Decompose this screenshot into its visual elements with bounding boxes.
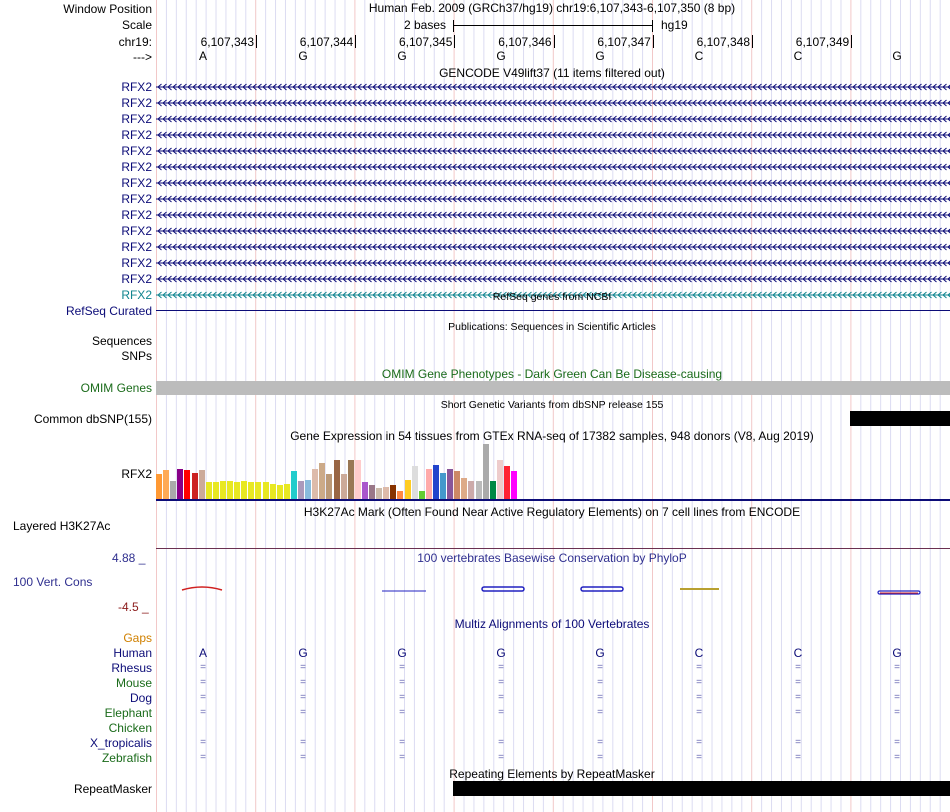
multiz-match-symbol: =: [498, 692, 504, 703]
multiz-match-symbol: =: [795, 707, 801, 718]
gtex-tissue-bar[interactable]: [497, 460, 503, 499]
gtex-tissue-bar[interactable]: [156, 474, 162, 499]
gtex-baseline: [156, 499, 950, 501]
gtex-tissue-bar[interactable]: [440, 473, 446, 499]
gencode-gene-feature[interactable]: [156, 131, 950, 139]
multiz-species-label[interactable]: Chicken: [108, 721, 152, 735]
gencode-gene-label[interactable]: RFX2: [121, 240, 152, 254]
gencode-gene-label[interactable]: RFX2: [121, 192, 152, 206]
gencode-gene-label[interactable]: RFX2: [121, 144, 152, 158]
multiz-match-symbol: =: [795, 737, 801, 748]
gtex-tissue-bar[interactable]: [270, 484, 276, 499]
scale-bar: [453, 25, 652, 26]
phylop-min-label: -4.5 _: [118, 600, 149, 614]
multiz-match-symbol: =: [300, 737, 306, 748]
gencode-gene-label[interactable]: RFX2: [121, 128, 152, 142]
gtex-tissue-bar[interactable]: [326, 474, 332, 499]
scale-label: Scale: [121, 18, 152, 32]
gtex-tissue-bar[interactable]: [447, 469, 453, 499]
publications-sequences-label[interactable]: Sequences: [91, 334, 152, 348]
gtex-tissue-bar[interactable]: [234, 482, 240, 499]
gtex-tissue-bar[interactable]: [248, 482, 254, 499]
gencode-gene-feature[interactable]: [156, 83, 950, 91]
phylop-label[interactable]: 100 Vert. Cons: [13, 575, 93, 589]
ruler-tick: [256, 35, 257, 48]
gencode-gene-label[interactable]: RFX2: [121, 288, 152, 302]
gtex-title: Gene Expression in 54 tissues from GTEx RNA-seq of 17382 samples, 948 donors (V8, Aug 2019): [290, 429, 814, 443]
gtex-tissue-bar[interactable]: [433, 465, 439, 499]
gtex-tissue-bar[interactable]: [504, 466, 510, 499]
gtex-tissue-bar[interactable]: [454, 471, 460, 499]
gtex-tissue-bar[interactable]: [319, 463, 325, 499]
gtex-tissue-bar[interactable]: [255, 482, 261, 499]
gtex-tissue-bar[interactable]: [184, 470, 190, 499]
ruler-tick: [752, 35, 753, 48]
gtex-tissue-bar[interactable]: [312, 469, 318, 499]
multiz-match-symbol: =: [399, 707, 405, 718]
gtex-tissue-bar[interactable]: [348, 460, 354, 499]
multiz-match-symbol: =: [894, 752, 900, 763]
ruler-position-label: 6,107,346: [498, 35, 552, 49]
ruler-tick: [653, 35, 654, 48]
chrom-label: chr19:: [118, 35, 152, 49]
multiz-match-symbol: =: [597, 677, 603, 688]
gtex-tissue-bar[interactable]: [461, 478, 467, 499]
phylop-max-label: 4.88 _: [112, 551, 146, 565]
omim-feature[interactable]: [156, 381, 950, 395]
reference-base: C: [793, 49, 803, 63]
gtex-tissue-bar[interactable]: [405, 480, 411, 499]
gencode-gene-feature[interactable]: [156, 275, 950, 283]
multiz-species-label[interactable]: Rhesus: [111, 661, 152, 675]
multiz-human-base: C: [694, 646, 704, 660]
multiz-match-symbol: =: [597, 707, 603, 718]
gtex-tissue-bar[interactable]: [163, 470, 169, 499]
publications-title: Publications: Sequences in Scientific Articles: [448, 321, 656, 333]
reference-base: G: [595, 49, 605, 63]
multiz-match-symbol: =: [300, 752, 306, 763]
ruler-position-label: 6,107,347: [597, 35, 651, 49]
multiz-match-symbol: =: [498, 737, 504, 748]
multiz-match-symbol: =: [399, 737, 405, 748]
multiz-species-label[interactable]: Dog: [129, 691, 152, 705]
gtex-tissue-bar[interactable]: [177, 469, 183, 499]
gencode-gene-feature[interactable]: [156, 195, 950, 203]
scale-tick-right: [652, 20, 653, 32]
multiz-match-symbol: =: [399, 692, 405, 703]
assembly-label: hg19: [661, 18, 688, 32]
multiz-match-symbol: =: [795, 692, 801, 703]
gtex-tissue-bar[interactable]: [483, 444, 489, 499]
multiz-match-symbol: =: [696, 692, 702, 703]
gencode-gene-feature[interactable]: [156, 227, 950, 235]
multiz-species-label[interactable]: X_tropicalis: [89, 736, 152, 750]
gtex-tissue-bar[interactable]: [426, 469, 432, 499]
gencode-gene-feature[interactable]: [156, 115, 950, 123]
multiz-match-symbol: =: [498, 662, 504, 673]
gencode-gene-feature[interactable]: [156, 163, 950, 171]
gtex-tissue-bar[interactable]: [291, 471, 297, 499]
gtex-tissue-bar[interactable]: [341, 474, 347, 499]
reference-base: G: [892, 49, 902, 63]
dbsnp-label[interactable]: Common dbSNP(155): [33, 412, 152, 426]
multiz-human-base: G: [298, 646, 308, 660]
gencode-gene-feature[interactable]: [156, 243, 950, 251]
omim-title: OMIM Gene Phenotypes - Dark Green Can Be Disease-causing: [381, 367, 723, 381]
dbsnp-feature[interactable]: [850, 411, 950, 426]
gencode-gene-label[interactable]: RFX2: [121, 224, 152, 238]
scale-tick-left: [453, 20, 454, 32]
multiz-match-symbol: =: [795, 752, 801, 763]
multiz-match-symbol: =: [399, 752, 405, 763]
gencode-gene-label[interactable]: RFX2: [121, 208, 152, 222]
h3k27ac-label[interactable]: Layered H3K27Ac: [13, 519, 111, 533]
gtex-tissue-bar[interactable]: [511, 471, 517, 499]
gtex-tissue-bar[interactable]: [468, 481, 474, 499]
multiz-match-symbol: =: [894, 737, 900, 748]
multiz-match-symbol: =: [300, 677, 306, 688]
ruler-position-label: 6,107,349: [795, 35, 850, 49]
gtex-tissue-bar[interactable]: [334, 460, 340, 499]
multiz-match-symbol: =: [696, 707, 702, 718]
window-title: Human Feb. 2009 (GRCh37/hg19) chr19:6,107,343-6,107,350 (8 bp): [368, 1, 736, 15]
gtex-bar-chart[interactable]: [156, 444, 536, 499]
ruler-tick: [355, 35, 356, 48]
multiz-match-symbol: =: [597, 692, 603, 703]
gencode-title: GENCODE V49lift37 (11 items filtered out): [439, 66, 665, 80]
multiz-match-symbol: =: [498, 677, 504, 688]
multiz-match-symbol: =: [200, 752, 206, 763]
gtex-tissue-bar[interactable]: [362, 482, 368, 499]
multiz-species-label[interactable]: Elephant: [104, 706, 152, 720]
gencode-gene-label[interactable]: RFX2: [121, 96, 152, 110]
ruler-tick: [454, 35, 455, 48]
gencode-gene-label[interactable]: RFX2: [121, 80, 152, 94]
multiz-species-label[interactable]: Human: [113, 646, 152, 660]
strand-label: --->: [133, 50, 152, 64]
gtex-tissue-bar[interactable]: [376, 488, 382, 499]
gtex-tissue-bar[interactable]: [263, 482, 269, 499]
multiz-match-symbol: =: [300, 662, 306, 673]
refseq-label[interactable]: RefSeq Curated: [65, 304, 152, 318]
multiz-match-symbol: =: [200, 707, 206, 718]
repeatmasker-feature[interactable]: [453, 781, 950, 796]
multiz-match-symbol: =: [399, 662, 405, 673]
gencode-gene-feature[interactable]: [156, 259, 950, 267]
ruler-tick: [851, 35, 852, 48]
gtex-tissue-bar[interactable]: [369, 485, 375, 499]
gtex-tissue-bar[interactable]: [241, 481, 247, 499]
omim-label[interactable]: OMIM Genes: [80, 381, 152, 395]
phylop-title: 100 vertebrates Basewise Conservation by PhyloP: [417, 551, 687, 565]
multiz-match-symbol: =: [498, 707, 504, 718]
repeatmasker-label[interactable]: RepeatMasker: [73, 782, 152, 796]
ruler-position-label: 6,107,343: [200, 35, 254, 49]
gtex-tissue-bar[interactable]: [170, 481, 176, 499]
gencode-gene-label[interactable]: RFX2: [121, 112, 152, 126]
multiz-human-base: G: [595, 646, 605, 660]
refseq-line: [156, 310, 950, 311]
multiz-match-symbol: =: [894, 677, 900, 688]
multiz-match-symbol: =: [200, 692, 206, 703]
gencode-gene-feature[interactable]: [156, 211, 950, 219]
reference-base: A: [198, 49, 207, 63]
multiz-match-symbol: =: [300, 707, 306, 718]
gtex-tissue-bar[interactable]: [284, 484, 290, 499]
gtex-tissue-bar[interactable]: [397, 491, 403, 499]
reference-base: G: [496, 49, 506, 63]
gencode-gene-feature[interactable]: [156, 99, 950, 107]
ruler-tick: [554, 35, 555, 48]
multiz-species-label[interactable]: Zebrafish: [101, 751, 152, 765]
ruler-position-label: 6,107,344: [299, 35, 354, 49]
h3k27ac-title: H3K27Ac Mark (Often Found Near Active Regulatory Elements) on 7 cell lines from ENCODE: [303, 505, 801, 519]
multiz-title: Multiz Alignments of 100 Vertebrates: [454, 617, 650, 631]
gtex-tissue-bar[interactable]: [192, 473, 198, 499]
multiz-match-symbol: =: [597, 662, 603, 673]
gtex-tissue-bar[interactable]: [227, 481, 233, 499]
multiz-match-symbol: =: [300, 692, 306, 703]
reference-base: C: [694, 49, 704, 63]
gtex-tissue-bar[interactable]: [277, 485, 283, 499]
gtex-tissue-bar[interactable]: [298, 481, 304, 499]
gencode-gene-feature[interactable]: [156, 147, 950, 155]
gtex-tissue-bar[interactable]: [412, 466, 418, 499]
gtex-tissue-bar[interactable]: [213, 482, 219, 499]
gaps-label: Gaps: [123, 631, 152, 645]
reference-base: G: [298, 49, 308, 63]
gtex-tissue-bar[interactable]: [383, 487, 389, 499]
multiz-match-symbol: =: [894, 692, 900, 703]
publications-snps-label[interactable]: SNPs: [121, 349, 152, 363]
ruler-position-label: 6,107,348: [696, 35, 750, 49]
window-position-label: Window Position: [63, 2, 152, 16]
multiz-match-symbol: =: [795, 662, 801, 673]
multiz-match-symbol: =: [200, 737, 206, 748]
reference-base: G: [397, 49, 407, 63]
multiz-match-symbol: =: [696, 662, 702, 673]
h3k27ac-line: [156, 548, 950, 549]
phylop-plot[interactable]: [156, 580, 950, 600]
multiz-match-symbol: =: [696, 737, 702, 748]
multiz-match-symbol: =: [696, 677, 702, 688]
scale-text: 2 bases: [404, 18, 447, 32]
multiz-match-symbol: =: [399, 677, 405, 688]
gtex-tissue-bar[interactable]: [220, 481, 226, 499]
repeatmasker-title: Repeating Elements by RepeatMasker: [449, 767, 655, 781]
multiz-human-base: G: [397, 646, 407, 660]
gtex-label[interactable]: RFX2: [121, 467, 152, 481]
multiz-match-symbol: =: [200, 677, 206, 688]
ruler-position-label: 6,107,345: [399, 35, 453, 49]
gtex-tissue-bar[interactable]: [390, 485, 396, 499]
gencode-gene-feature[interactable]: [156, 179, 950, 187]
gencode-gene-label[interactable]: RFX2: [121, 176, 152, 190]
multiz-match-symbol: =: [894, 662, 900, 673]
gtex-tissue-bar[interactable]: [355, 460, 361, 499]
gencode-gene-label[interactable]: RFX2: [121, 256, 152, 270]
gtex-tissue-bar[interactable]: [419, 491, 425, 499]
refseq-title: RefSeq genes from NCBI: [492, 291, 612, 303]
gencode-gene-label[interactable]: RFX2: [121, 272, 152, 286]
multiz-match-symbol: =: [894, 707, 900, 718]
multiz-human-base: A: [198, 646, 207, 660]
multiz-match-symbol: =: [597, 752, 603, 763]
multiz-match-symbol: =: [795, 677, 801, 688]
multiz-match-symbol: =: [200, 662, 206, 673]
multiz-match-symbol: =: [597, 737, 603, 748]
gtex-tissue-bar[interactable]: [305, 480, 311, 499]
multiz-human-base: C: [793, 646, 803, 660]
multiz-species-label[interactable]: Mouse: [115, 676, 152, 690]
gtex-tissue-bar[interactable]: [476, 481, 482, 499]
multiz-human-base: G: [496, 646, 506, 660]
gtex-tissue-bar[interactable]: [199, 470, 205, 499]
gtex-tissue-bar[interactable]: [490, 481, 496, 499]
gtex-tissue-bar[interactable]: [206, 482, 212, 499]
multiz-match-symbol: =: [696, 752, 702, 763]
multiz-match-symbol: =: [498, 752, 504, 763]
multiz-human-base: G: [892, 646, 902, 660]
dbsnp-title: Short Genetic Variants from dbSNP release 155: [440, 399, 664, 411]
gencode-gene-label[interactable]: RFX2: [121, 160, 152, 174]
